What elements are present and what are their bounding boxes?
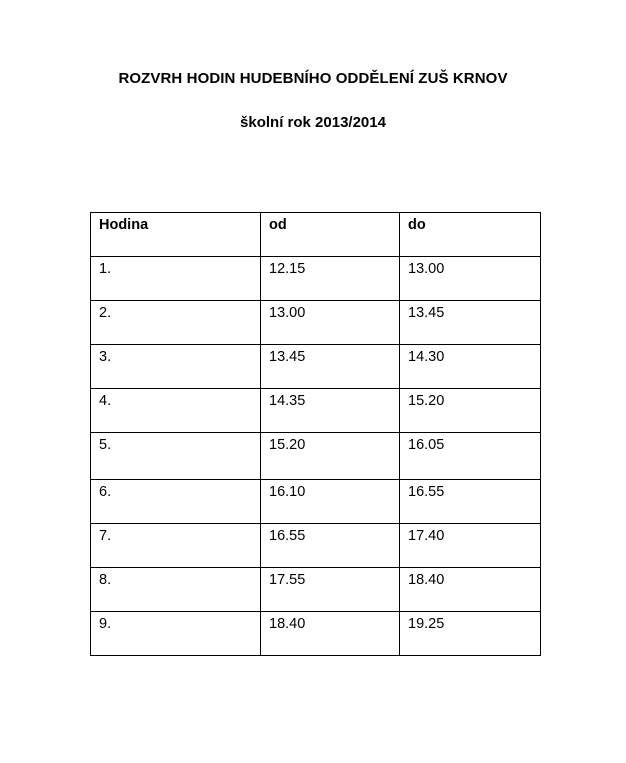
cell-hodina: 6. bbox=[91, 480, 261, 524]
header-hodina: Hodina bbox=[91, 213, 261, 257]
cell-od: 13.00 bbox=[261, 301, 400, 345]
table-row bbox=[91, 389, 541, 433]
cell-do: 15.20 bbox=[400, 389, 541, 433]
table-row bbox=[91, 433, 541, 480]
cell-do: 19.25 bbox=[400, 612, 541, 656]
cell-hodina: 2. bbox=[91, 301, 261, 345]
cell-hodina: 5. bbox=[91, 433, 261, 480]
cell-od: 12.15 bbox=[261, 257, 400, 301]
cell-do: 17.40 bbox=[400, 524, 541, 568]
cell-hodina: 4. bbox=[91, 389, 261, 433]
table-row bbox=[91, 524, 541, 568]
table-row bbox=[91, 480, 541, 524]
table-row bbox=[91, 345, 541, 389]
document-subtitle: školní rok 2013/2014 bbox=[240, 114, 386, 131]
table-header-row bbox=[91, 213, 541, 257]
cell-do: 16.05 bbox=[400, 433, 541, 480]
table-row bbox=[91, 301, 541, 345]
header-do: do bbox=[400, 213, 541, 257]
table-row bbox=[91, 257, 541, 301]
document-title: ROZVRH HODIN HUDEBNÍHO ODDĚLENÍ ZUŠ KRNOV bbox=[118, 70, 508, 87]
cell-od: 13.45 bbox=[261, 345, 400, 389]
table-row bbox=[91, 612, 541, 656]
cell-do: 16.55 bbox=[400, 480, 541, 524]
cell-hodina: 8. bbox=[91, 568, 261, 612]
cell-od: 14.35 bbox=[261, 389, 400, 433]
cell-do: 13.00 bbox=[400, 257, 541, 301]
cell-od: 17.55 bbox=[261, 568, 400, 612]
cell-hodina: 3. bbox=[91, 345, 261, 389]
cell-od: 18.40 bbox=[261, 612, 400, 656]
header-od: od bbox=[261, 213, 400, 257]
cell-do: 13.45 bbox=[400, 301, 541, 345]
cell-hodina: 7. bbox=[91, 524, 261, 568]
cell-od: 16.55 bbox=[261, 524, 400, 568]
schedule-table bbox=[90, 212, 541, 656]
cell-do: 14.30 bbox=[400, 345, 541, 389]
cell-do: 18.40 bbox=[400, 568, 541, 612]
cell-hodina: 1. bbox=[91, 257, 261, 301]
cell-hodina: 9. bbox=[91, 612, 261, 656]
cell-od: 16.10 bbox=[261, 480, 400, 524]
table-row bbox=[91, 568, 541, 612]
cell-od: 15.20 bbox=[261, 433, 400, 480]
